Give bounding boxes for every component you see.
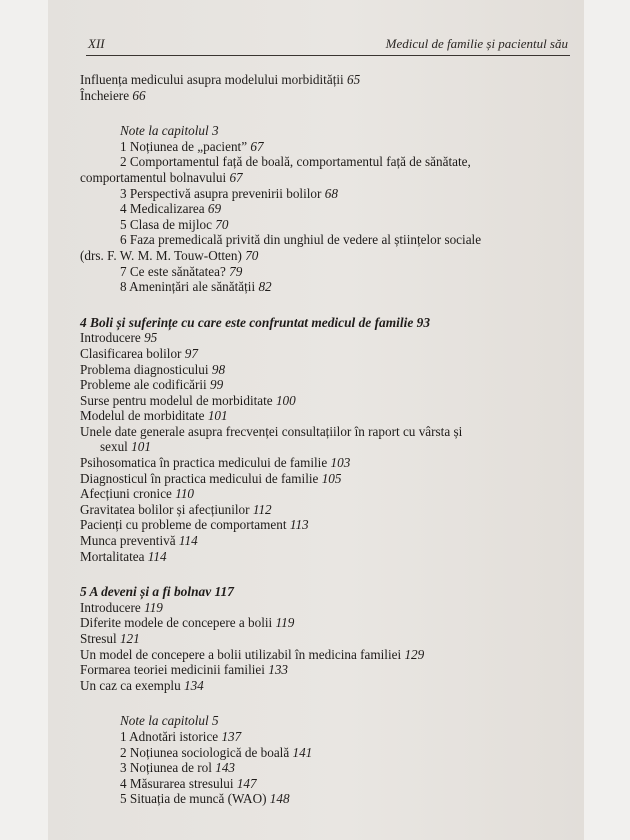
- page-number: XII: [88, 36, 105, 51]
- toc-entry: 2 Comportamentul față de boală, comportamentul față de sănătate,: [120, 154, 471, 170]
- toc-entry: 3 Noțiunea de rol 143: [120, 760, 235, 776]
- toc-entry: 3 Perspectivă asupra prevenirii bolilor 68: [120, 185, 338, 201]
- toc-entry: 5 Clasa de mijloc 70: [120, 216, 229, 232]
- notes-ch3: [80, 123, 580, 295]
- toc-entry: Stresul 121: [80, 631, 140, 646]
- toc-entry: Unele date generale asupra frecvenței consultațiilor în raport cu vârsta și: [80, 423, 463, 439]
- notes-ch5: [80, 713, 580, 807]
- toc-entry: Diferite modele de concepere a bolii 119: [80, 615, 295, 631]
- right-margin: [584, 0, 630, 840]
- chapter-title: 4 Boli și suferințe cu care este confruntat medicul de familie 93: [80, 314, 431, 330]
- toc-entry: 2 Noțiunea sociologică de boală 141: [120, 744, 313, 760]
- chapter-5: [80, 584, 580, 693]
- toc-entry: Probleme ale codificării 99: [80, 377, 224, 393]
- toc-entry: Clasificarea bolilor 97: [80, 345, 198, 361]
- chapter-title: 5 A deveni și a fi bolnav 117: [80, 584, 234, 600]
- toc-entry: Problema diagnosticului 98: [80, 361, 226, 377]
- toc-entry: 5 Situația de muncă (WAO) 148: [120, 791, 290, 807]
- toc-entry: Psihosomatica în practica medicului de familie 103: [80, 455, 351, 471]
- page-header: [88, 36, 568, 52]
- toc-entry: Munca preventivă 114: [80, 533, 198, 549]
- toc-entry: Un caz ca exemplu 134: [80, 677, 204, 693]
- toc-entry: 4 Măsurarea stresului 147: [120, 775, 257, 791]
- toc-entry: Un model de concepere a bolii utilizabil în medicina familiei 129: [80, 646, 425, 662]
- toc-entry: Gravitatea bolilor și afecțiunilor 112: [80, 501, 272, 517]
- notes-title: Note la capitolul 3: [120, 123, 219, 139]
- toc-entry: Formarea teoriei medicinii familiei 133: [80, 662, 288, 678]
- toc-entry: 1 Adnotări istorice 137: [120, 728, 242, 744]
- toc-entry: Afecțiuni cronice 110: [80, 486, 195, 502]
- toc-entry: 7 Ce este sănătatea? 79: [120, 263, 243, 279]
- toc-entry: sexul 101: [100, 439, 151, 455]
- chapter-4: [80, 315, 580, 565]
- toc-entry: (drs. F. W. M. M. Touw-Otten) 70: [80, 247, 259, 263]
- toc-entry: Încheiere 66: [80, 87, 146, 103]
- toc-entry: Modelul de morbiditate 101: [80, 408, 228, 424]
- toc-entry: 4 Medicalizarea 69: [120, 201, 222, 217]
- toc-block-ch3-end: [80, 72, 580, 103]
- left-margin: [0, 0, 48, 840]
- toc-entry: 8 Amenințări ale sănătății 82: [120, 279, 272, 295]
- toc-entry: Diagnosticul în practica medicului de familie 105: [80, 470, 342, 486]
- toc-entry: Pacienți cu probleme de comportament 113: [80, 517, 309, 533]
- notes-title: Note la capitolul 5: [120, 713, 219, 729]
- toc-entry: 1 Noțiunea de „pacient” 67: [120, 138, 264, 154]
- toc-entry: 6 Faza premedicală privită din unghiul de vedere al științelor sociale: [120, 232, 482, 248]
- toc-entry: Influența medicului asupra modelului morbidității 65: [80, 72, 361, 87]
- toc-entry: Surse pentru modelul de morbiditate 100: [80, 392, 296, 408]
- toc-entry: Introducere 119: [80, 599, 163, 615]
- toc-entry: Introducere 95: [80, 330, 158, 346]
- toc-content: [80, 72, 580, 807]
- running-title: Medicul de familie și pacientul său: [385, 36, 568, 51]
- toc-entry: comportamentul bolnavului 67: [80, 169, 243, 185]
- header-rule: [86, 55, 570, 56]
- toc-entry: Mortalitatea 114: [80, 548, 167, 564]
